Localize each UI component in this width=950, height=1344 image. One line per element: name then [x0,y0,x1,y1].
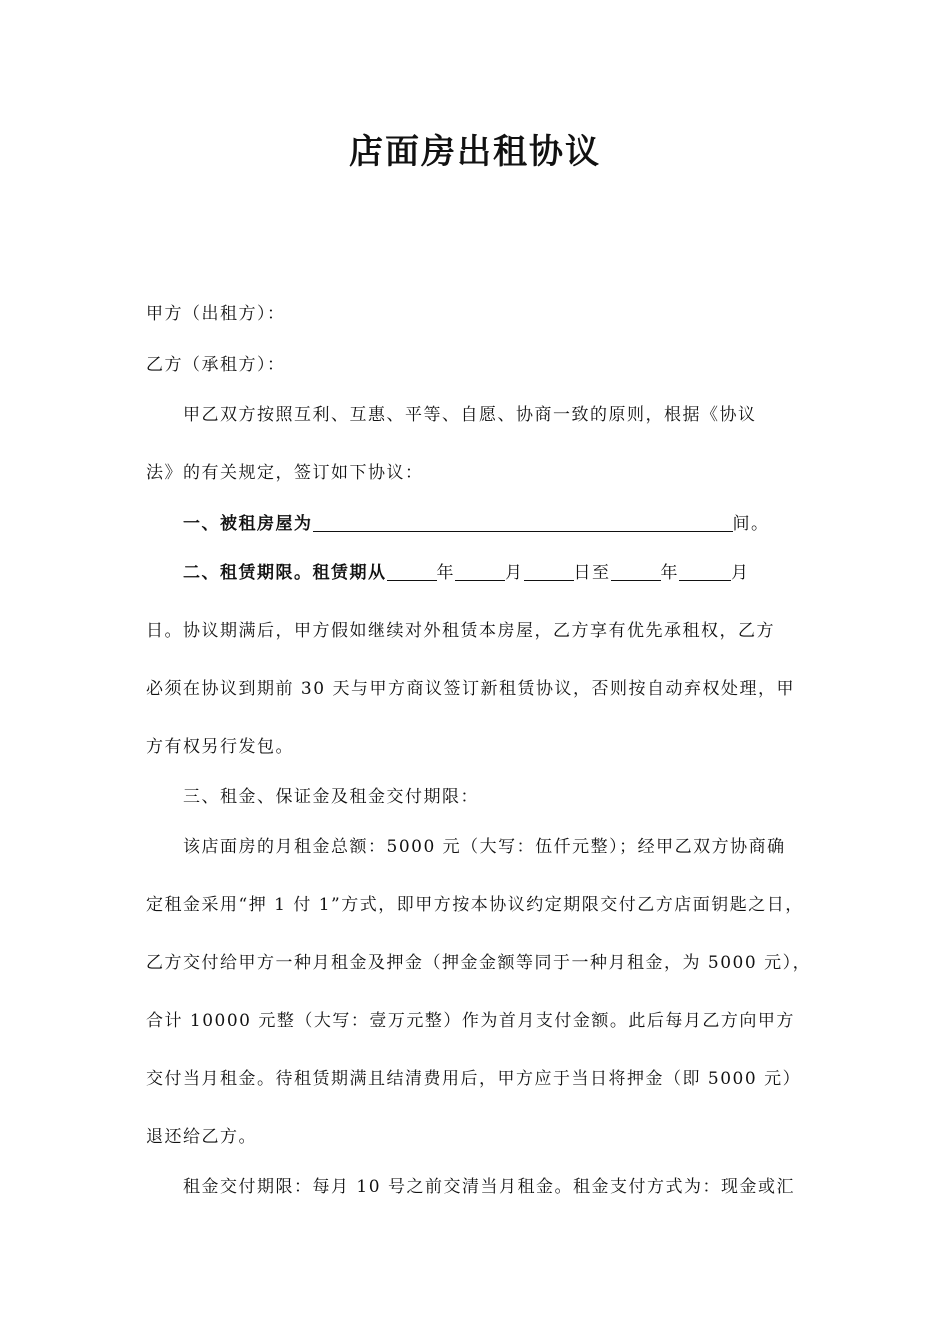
clause-3-heading: 三、租金、保证金及租金交付期限： [183,787,479,807]
intro-line-2: 法》的有关规定，签订如下协议： [146,463,424,483]
start-year-unit: 年 [436,563,455,583]
payment-line-1: 租金交付期限：每月 10 号之前交清当月租金。租金支付方式为：现金或汇 [183,1177,795,1197]
rent-line-1: 该店面房的月租金总额：5000 元（大写：伍仟元整）；经甲乙双方协商确 [183,837,786,857]
start-month-unit: 月 [505,563,524,583]
start-day-blank[interactable] [524,562,574,581]
clause-2-line-4: 方有权另行发包。 [146,737,294,757]
start-day-unit: 日至 [573,563,611,583]
end-month-unit: 月 [731,563,750,583]
start-year-blank[interactable] [387,562,437,581]
intro-line-1: 甲乙双方按照互利、互惠、平等、自愿、协商一致的原则，根据《协议 [183,405,757,425]
rent-line-4: 合计 10000 元整（大写：壹万元整）作为首月支付金额。此后每月乙方向甲方 [146,1011,795,1031]
rent-line-6: 退还给乙方。 [146,1127,257,1147]
rent-line-3: 乙方交付给甲方一种月租金及押金（押金金额等同于一种月租金，为 5000 元）， [146,953,812,973]
rent-line-5: 交付当月租金。待租赁期满且结清费用后，甲方应于当日将押金（即 5000 元） [146,1069,802,1089]
clause-2-line-2: 日。协议期满后，甲方假如继续对外租赁本房屋，乙方享有优先承租权，乙方 [146,621,775,641]
clause-1-prefix: 一、被租房屋为 [183,514,313,534]
clause-1-suffix: 间。 [732,514,770,534]
party-a-label: 甲方（出租方）： [146,304,286,324]
clause-2-prefix: 二、租赁期限。租赁期从 [183,563,387,583]
party-b-label: 乙方（承租方）： [146,355,286,375]
end-year-unit: 年 [660,563,679,583]
clause-2-line-3: 必须在协议到期前 30 天与甲方商议签订新租赁协议，否则按自动弃权处理，甲 [146,679,795,699]
end-month-blank[interactable] [679,562,731,581]
rent-line-2: 定租金采用“押 1 付 1”方式，即甲方按本协议约定期限交付乙方店面钥匙之日， [146,895,804,915]
start-month-blank[interactable] [455,562,505,581]
end-year-blank[interactable] [611,562,661,581]
clause-2-line-1 [183,558,750,583]
document-title: 店面房出租协议 [349,132,601,172]
house-number-blank[interactable] [313,513,733,532]
clause-1 [183,509,770,534]
